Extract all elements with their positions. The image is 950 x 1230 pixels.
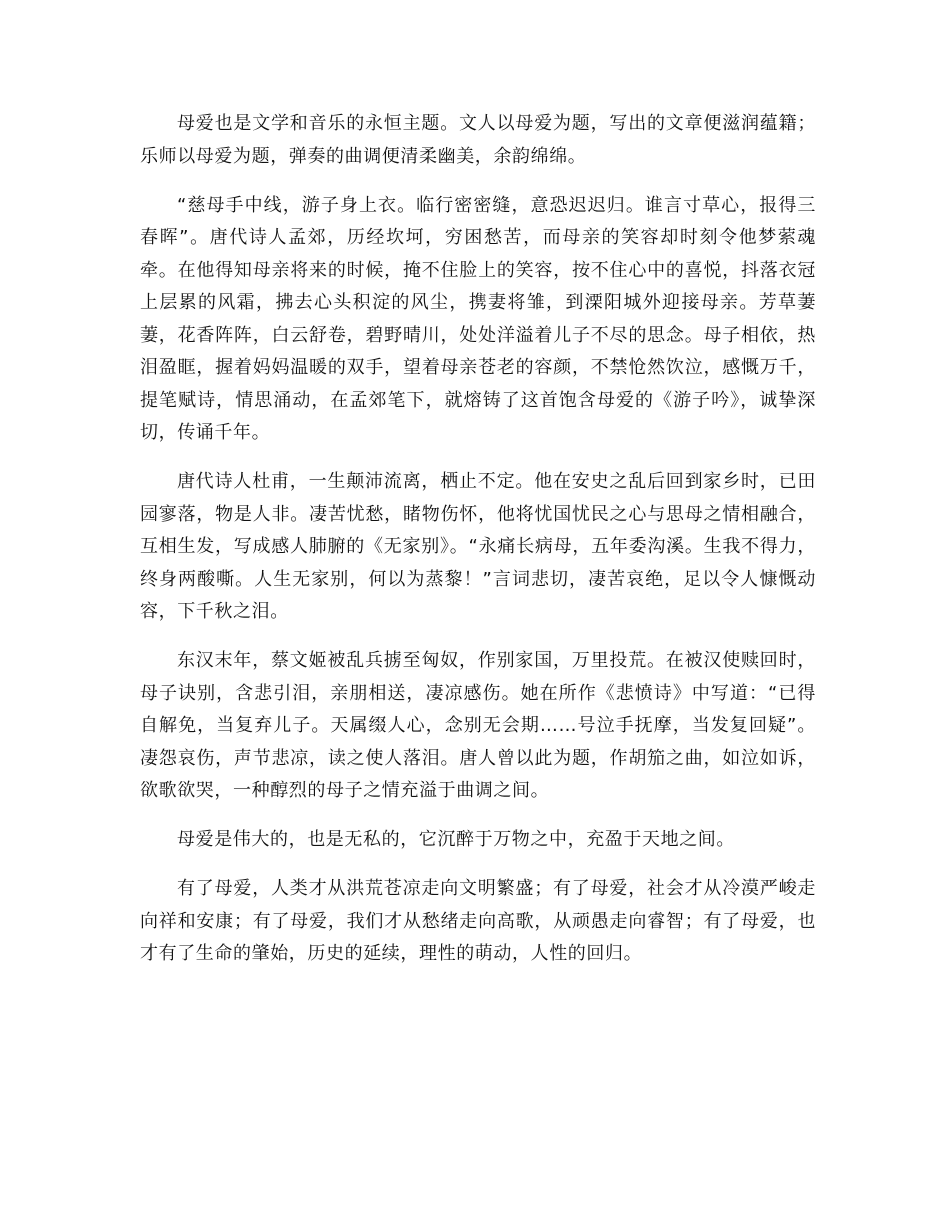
document-body [140, 108, 816, 987]
paragraph: 有了母爱，人类才从洪荒苍凉走向文明繁盛；有了母爱，社会才从冷漠严峻走向祥和安康；有了母爱，我们才从愁绪走向高歌，从顽愚走向睿智；有了母爱，也才有了生命的肇始，历史的延续，理性的萌动，人性的回归。 [140, 878, 816, 964]
paragraph: 唐代诗人杜甫，一生颠沛流离，栖止不定。他在安史之乱后回到家乡时，已田园寥落，物是人非。凄苦忧愁，睹物伤怀，他将忧国忧民之心与思母之情相融合，互相生发，写成感人肺腑的《无家别》。“永痛长病母，五年委沟溪。生我不得力，终身两酸嘶。人生无家别，何以为蒸黎！”言词悲切，凄苦哀绝，足以令人慷慨动容，下千秋之泪。 [140, 471, 816, 622]
paragraph: 东汉末年，蔡文姬被乱兵掳至匈奴，作别家国，万里投荒。在被汉使赎回时，母子诀别，含悲引泪，亲朋相送，凄凉感伤。她在所作《悲愤诗》中写道：“已得自解免，当复弃儿子。天属缀人心，念别无会期……号泣手抚摩，当发复回疑”。凄怨哀伤，声节悲凉，读之使人落泪。唐人曾以此为题，作胡笳之曲，如泣如诉，欲歌欲哭，一种醇烈的母子之情充溢于曲调之间。 [140, 650, 816, 801]
paragraph: “慈母手中线，游子身上衣。临行密密缝，意恐迟迟归。谁言寸草心，报得三春晖”。唐代诗人孟郊，历经坎坷，穷困愁苦，而母亲的笑容却时刻令他梦萦魂牵。在他得知母亲将来的时候，掩不住脸上的笑容，按不住心中的喜悦，抖落衣冠上层累的风霜，拂去心头积淀的风尘，携妻将雏，到溧阳城外迎接母亲。芳草萋萋，花香阵阵，白云舒卷，碧野晴川，处处洋溢着儿子不尽的思念。母子相依，热泪盈眶，握着妈妈温暖的双手，望着母亲苍老的容颜，不禁怆然饮泣，感慨万千，提笔赋诗，情思涌动，在孟郊笔下，就熔铸了这首饱含母爱的《游子吟》，诚挚深切，传诵千年。 [140, 194, 816, 443]
paragraph: 母爱也是文学和音乐的永恒主题。文人以母爱为题，写出的文章便滋润蕴籍；乐师以母爱为题，弹奏的曲调便清柔幽美，余韵绵绵。 [140, 113, 816, 167]
paragraph: 母爱是伟大的，也是无私的，它沉醉于万物之中，充盈于天地之间。 [177, 829, 735, 850]
